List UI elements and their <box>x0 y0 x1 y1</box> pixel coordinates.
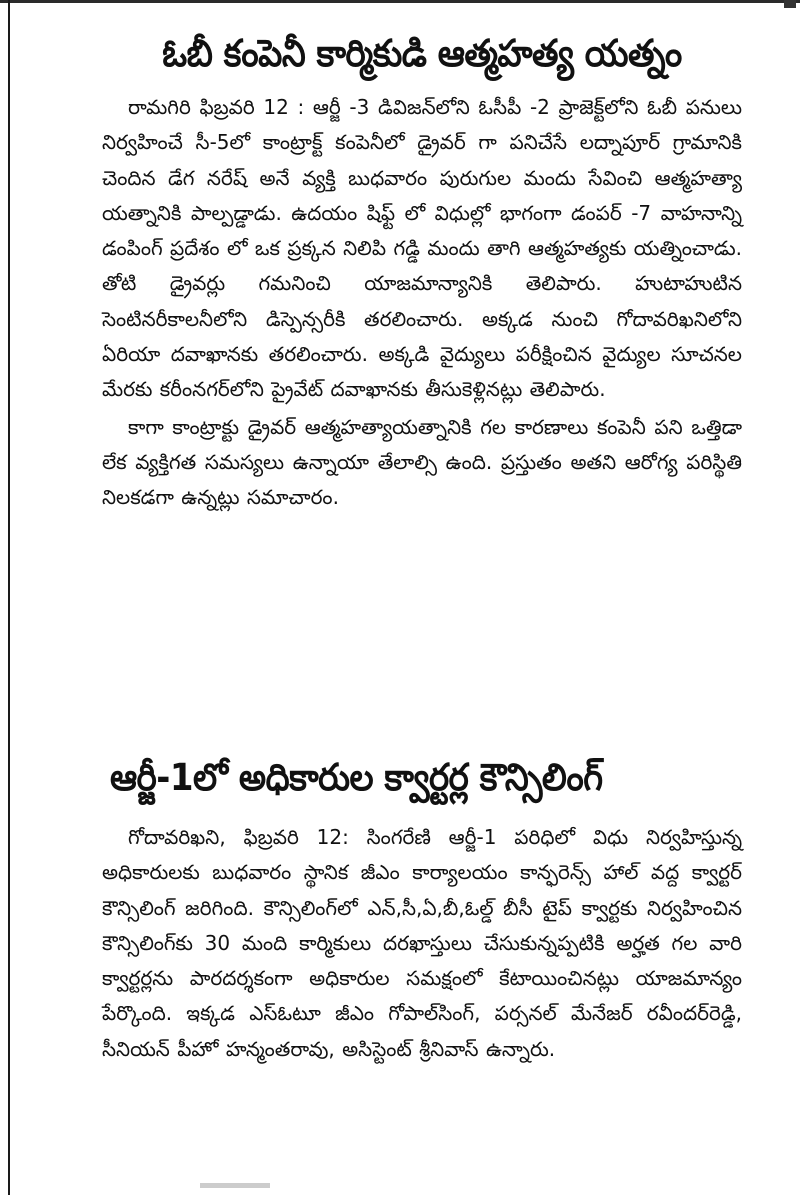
article-1-headline: ఓబీ కంపెనీ కార్మికుడి ఆత్మహత్య యత్నం <box>162 32 682 76</box>
article-2-paragraph-1: గోదావరిఖని, ఫిబ్రవరి 12: సింగరేణి ఆర్జీ-1 పరిధిలో విధు నిర్వహిస్తున్న అధికారులకు బుధవారం స్థానిక జీఎం కార్యాలయం కాన్ఫరెన్స్ హాల్ వద్ద క్వార్టర్ కౌన్సిలింగ్ జరిగింది. కౌన్సిలింగ్‌లో ఎన్,సీ,ఏ,బీ,ఓల్డ్ బీసీ టైప్ క్వార్టకు నిర్వహించిన కౌన్సిలింగ్‌కు 30 మంది కార్మికులు దరఖాస్తులు చేసుకున్నప్పటికి అర్హత గల వారి క్వార్టర్లను పారదర్శకంగా అధికారుల సమక్షంలో కేటాయించినట్లు యాజమాన్యం పేర్కొంది. ఇక్కడ ఎస్ఓటూ జీఎం గోపాల్‌సింగ్, పర్సనల్ మేనేజర్ రవీందర్‌రెడ్డి, సీనియన్ పీహో హన్మంతరావు, అసిస్టెంట్ శ్రీనివాస్ ఉన్నారు. <box>102 825 742 1061</box>
top-border <box>0 0 800 3</box>
article-quarters-counselling <box>102 752 742 1067</box>
article-quarry-worker <box>102 28 742 516</box>
article-1-paragraph-1: రామగిరి ఫిబ్రవరి 12 : ఆర్జీ -3 డివిజన్‌లోని ఓసీపీ -2 ప్రాజెక్ట్‌లోని ఓబీ పనులు నిర్వహించే సీ-5లో కాంట్రాక్ట్ కంపెనీలో డ్రైవర్ గా పనిచేసే లద్నాపూర్ గ్రామానికి చెందిన డేగ నరేష్ అనే వ్యక్తి బుధవారం పురుగుల మందు సేవించి ఆత్మహత్యా యత్నానికి పాల్పడ్డాడు. ఉదయం షిఫ్ట్ లో విధుల్లో భాగంగా డంపర్ -7 వాహనాన్ని డంపింగ్ ప్రదేశం లో ఒక ప్రక్కన నిలిపి గడ్డి మందు తాగి ఆత్మహత్యకు యత్నించాడు. తోటి డ్రైవర్లు గమనించి యాజమాన్యానికి తెలిపారు. హుటాహుటిన సెంటినరీకాలనీలోని డిస్పెన్సరీకి తరలించారు. అక్కడ నుంచి గోదావరిఖనిలోని ఏరియా దవాఖానకు తరలించారు. అక్కడి వైద్యులు పరీక్షించిన వైద్యుల సూచనల మేరకు కరీంనగర్‌లోని ప్రైవేట్ దవాఖానకు తీసుకెళ్లినట్లు తెలిపారు. <box>102 95 742 402</box>
article-2-headline: ఆర్జీ-1లో అధికారుల క్వార్టర్ల కౌన్సిలింగ్ <box>110 756 603 800</box>
corner-mark <box>784 0 796 8</box>
left-border <box>8 0 10 1195</box>
article-1-paragraph-2: కాగా కాంట్రాక్టు డ్రైవర్ ఆత్మహత్యాయత్నానికి గల కారణాలు కంపెనీ పని ఒత్తిడా లేక వ్యక్తిగత సమస్యలు ఉన్నాయా తేలాల్సి ఉంది. ప్రస్తుతం అతని ఆరోగ్య పరిస్థితి నిలకడగా ఉన్నట్లు సమాచారం. <box>102 414 742 510</box>
footer-mark <box>200 1183 270 1188</box>
